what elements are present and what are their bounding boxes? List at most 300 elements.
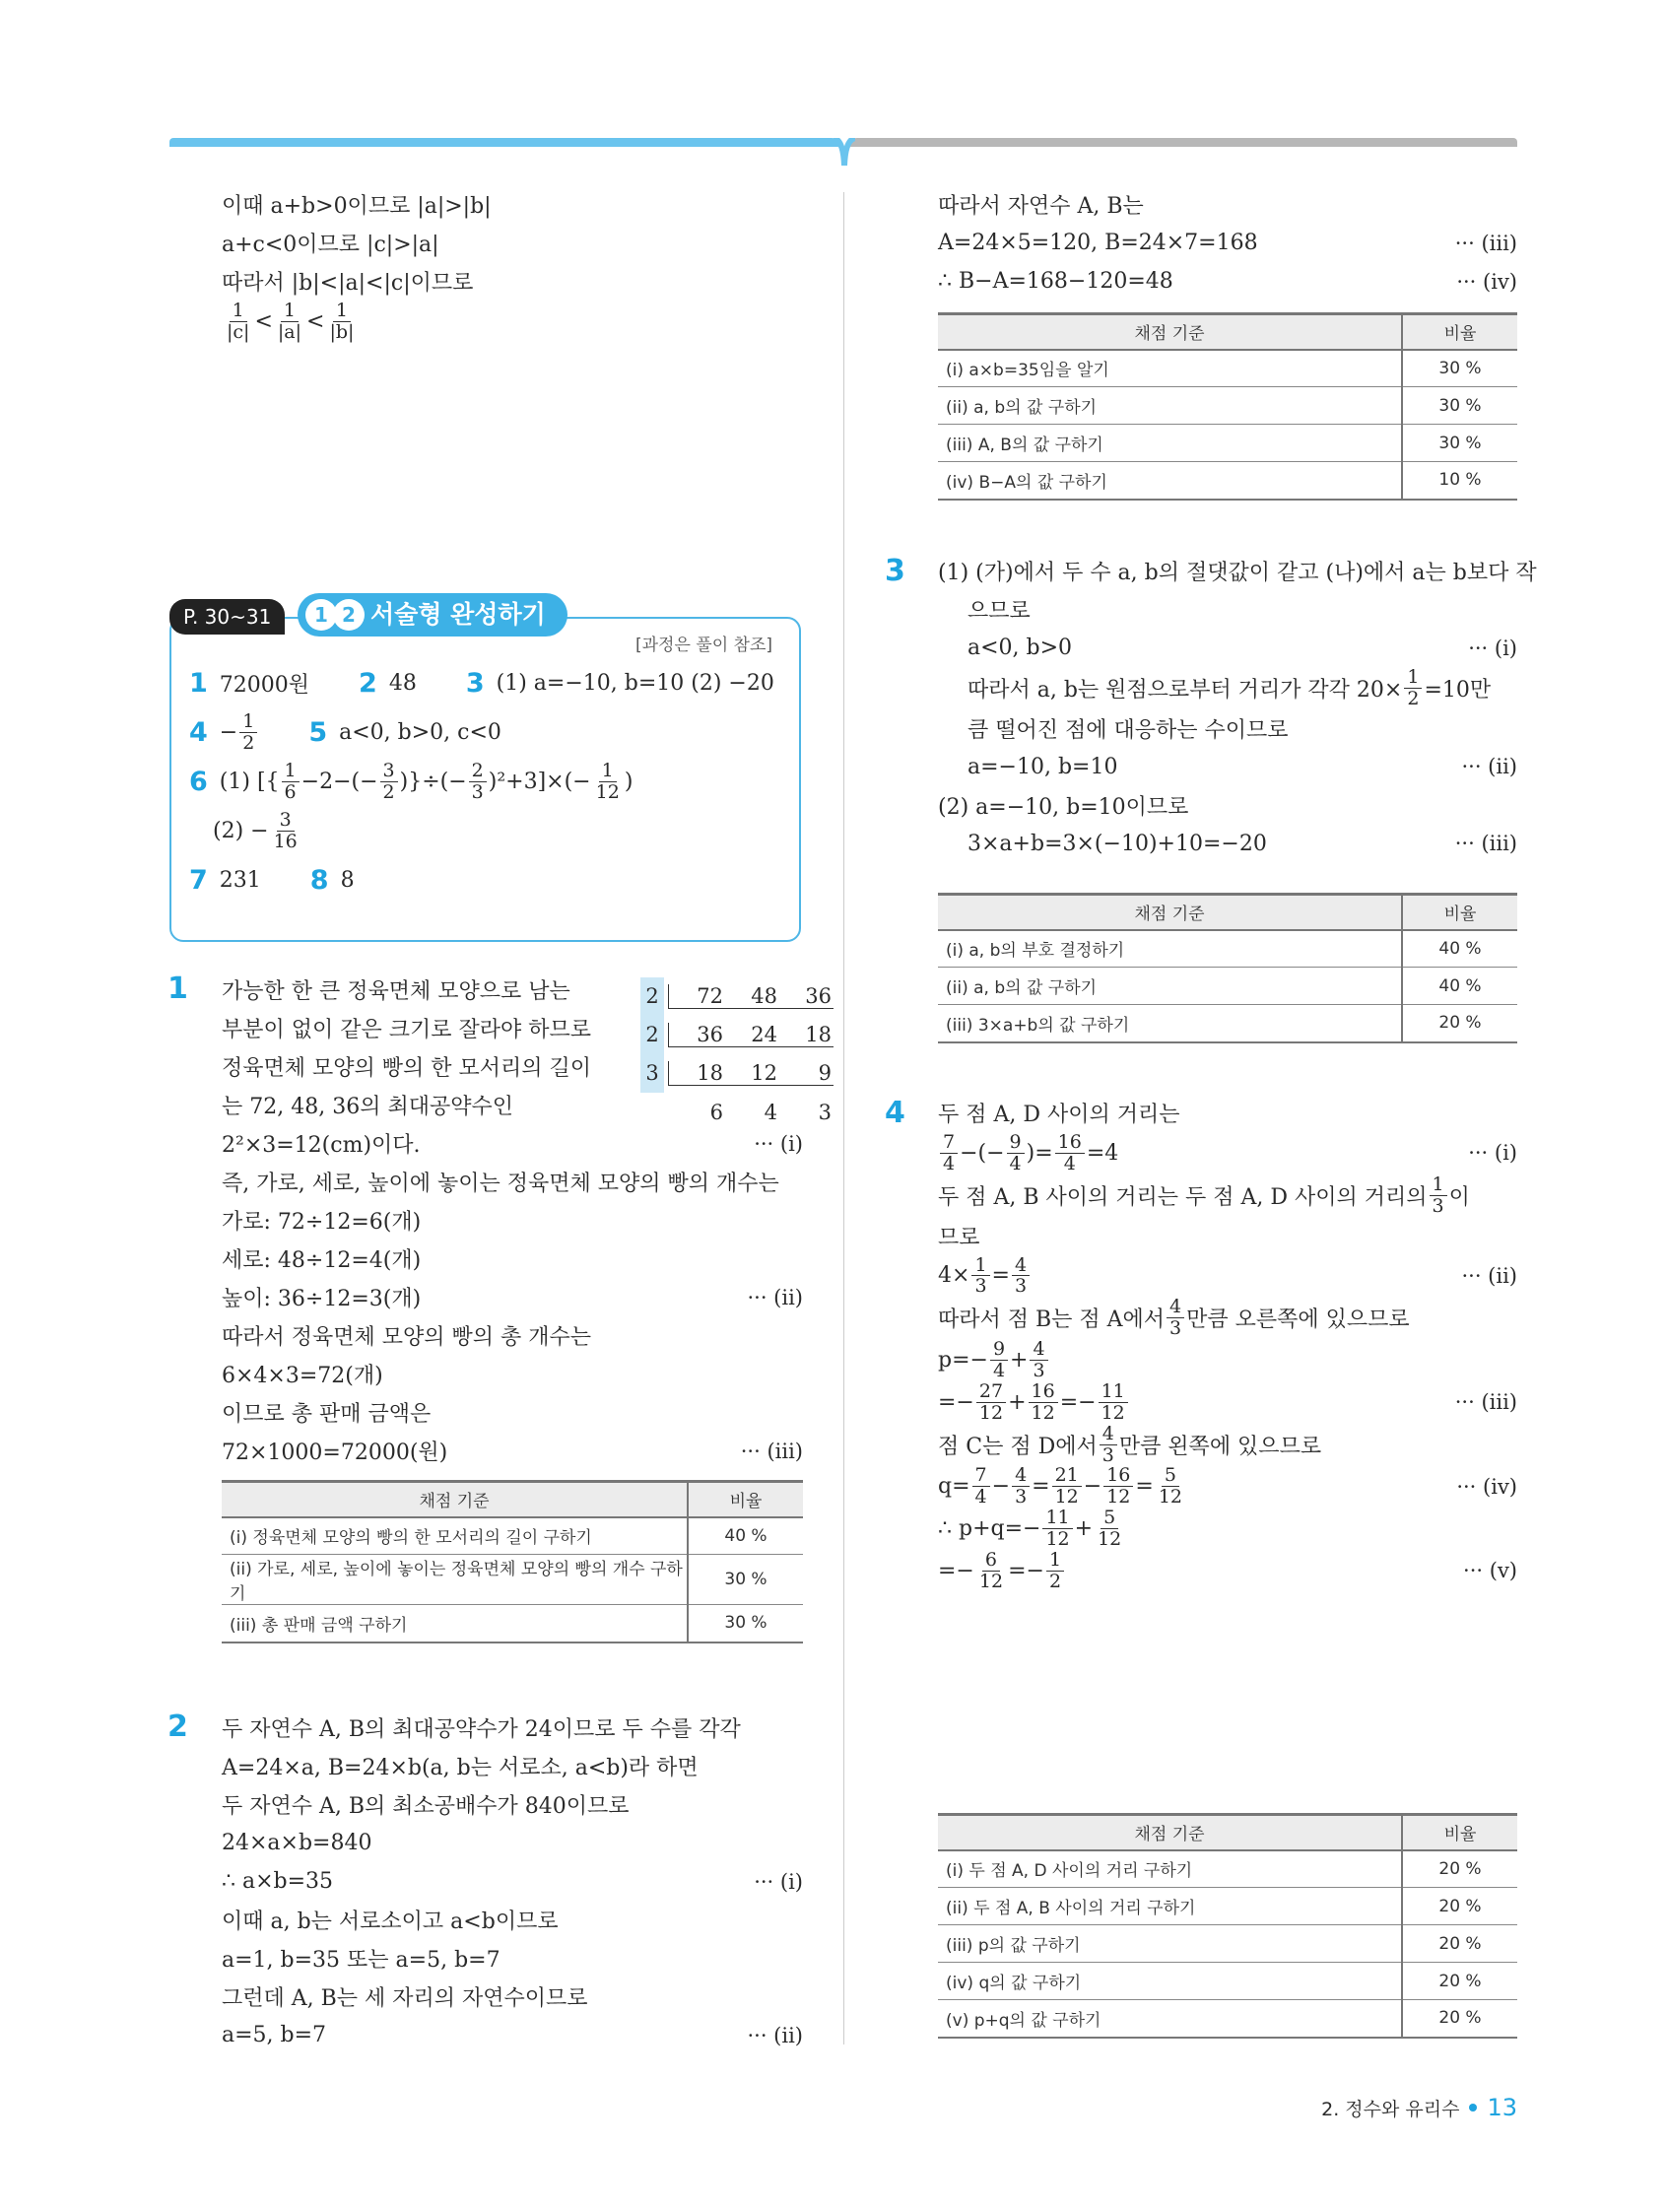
badge-number: 2 <box>333 599 365 631</box>
criteria-table <box>938 893 1517 1043</box>
math-text: a+c<0이므로 |c|>|a| <box>222 233 439 257</box>
solution-line <box>938 185 1517 224</box>
badge-number: 1 <box>305 599 337 631</box>
step-marker: ··· (i) <box>1468 636 1517 660</box>
problem-number: 1 <box>167 972 188 1006</box>
math-text: = <box>991 1263 1010 1289</box>
ladder-value: 48 <box>751 984 777 1008</box>
numerator: 11 <box>1099 1381 1128 1403</box>
table-row <box>938 930 1517 968</box>
column-header: 채점 기준 <box>938 895 1402 930</box>
table-row <box>938 2000 1517 2038</box>
math-text: A=24×5=120, B=24×7=168 <box>938 231 1258 255</box>
fraction <box>1042 1508 1072 1550</box>
ratio-cell: 30 % <box>1402 425 1517 462</box>
solution-line <box>938 1255 1517 1298</box>
solution-line <box>222 185 803 224</box>
ratio-cell: 30 % <box>1402 350 1517 387</box>
fraction <box>224 301 252 343</box>
solution-line <box>222 1316 803 1355</box>
math-text: + <box>1008 1389 1027 1415</box>
solution-line <box>222 262 803 301</box>
step-marker: ··· (i) <box>754 1869 803 1894</box>
solution-line <box>938 552 1537 590</box>
fraction <box>1430 1174 1447 1217</box>
math-text: − <box>219 719 238 745</box>
math-text: (1) (가)에서 두 수 a, b의 절댓값이 같고 (나)에서 a는 b보다 작 <box>938 561 1537 585</box>
solution-line <box>938 1339 1517 1381</box>
fraction <box>1030 1339 1047 1381</box>
answer-number: 2 <box>359 667 377 699</box>
fraction <box>282 761 300 803</box>
criterion-cell: (iii) A, B의 값 구하기 <box>938 425 1402 462</box>
fraction <box>1156 1465 1185 1508</box>
step-marker: ··· (iii) <box>740 1439 803 1463</box>
fraction <box>326 301 357 343</box>
column-header: 비율 <box>688 1482 803 1517</box>
fraction <box>972 1465 990 1508</box>
criterion-cell: (v) p+q의 값 구하기 <box>938 2000 1402 2038</box>
section-title-badge <box>298 593 567 637</box>
step-marker: ··· (iv) <box>1456 1474 1517 1499</box>
denominator: 2 <box>1048 1570 1062 1592</box>
solution-line <box>222 1785 803 1824</box>
solution-line <box>222 1977 803 2016</box>
ladder-value: 36 <box>697 1023 723 1046</box>
denominator: 12 <box>1054 1486 1079 1508</box>
denominator: 12 <box>1158 1486 1183 1508</box>
quotients <box>668 1061 834 1086</box>
math-text: = <box>1032 1474 1050 1500</box>
numerator: 5 <box>1162 1465 1179 1487</box>
solution-line <box>222 1355 803 1393</box>
solution-line <box>938 1424 1517 1466</box>
solution-line <box>938 786 1517 825</box>
numerator: 1 <box>1404 667 1422 689</box>
solution-line <box>222 1824 803 1862</box>
numerator: 1 <box>281 301 299 322</box>
math-text: 세로: 48÷12=4(개) <box>222 1248 422 1273</box>
numerator: 1 <box>282 761 300 782</box>
math-text: + <box>1010 1348 1029 1374</box>
table-row <box>938 425 1517 462</box>
numerator: 27 <box>976 1381 1006 1403</box>
denominator: |c| <box>227 320 250 343</box>
solution-line <box>938 748 1517 786</box>
fraction <box>275 301 304 343</box>
math-text: a<0, b>0 <box>967 636 1073 660</box>
ratio-cell: 30 % <box>688 1555 803 1605</box>
table-row <box>938 350 1517 387</box>
ladder-value: 72 <box>697 984 723 1008</box>
denominator: 12 <box>1031 1401 1055 1424</box>
math-text: 72×1000=72000(원) <box>222 1441 448 1465</box>
fraction <box>976 1550 1006 1592</box>
answer-list <box>189 658 790 905</box>
divisor: 2 <box>640 1016 664 1054</box>
ratio-cell: 40 % <box>1402 930 1517 968</box>
denominator: 3 <box>1169 1317 1182 1340</box>
fraction <box>990 1339 1008 1381</box>
step-marker: ··· (iv) <box>1456 269 1517 294</box>
fraction <box>239 711 257 754</box>
math-text: < <box>254 308 273 334</box>
table-row <box>938 1005 1517 1042</box>
solution-line <box>222 1240 803 1278</box>
solution-line <box>222 1432 803 1470</box>
math-text: )}÷(− <box>399 769 467 794</box>
column-header: 비율 <box>1402 1815 1517 1850</box>
solution-line <box>938 709 1517 748</box>
numerator: 16 <box>1103 1465 1133 1487</box>
left-top-solution <box>222 185 803 343</box>
math-text: p=− <box>938 1348 988 1374</box>
math-text: 큼 떨어진 점에 대응하는 수이므로 <box>967 717 1289 743</box>
numerator: 7 <box>940 1132 958 1154</box>
solution-line <box>938 1381 1517 1424</box>
table-row <box>938 1850 1517 1888</box>
math-text: =10만 <box>1424 677 1492 703</box>
criterion-cell: (i) 정육면체 모양의 빵의 한 모서리의 길이 구하기 <box>222 1517 688 1555</box>
fraction <box>1029 1381 1058 1424</box>
math-text: 두 자연수 A, B의 최대공약수가 24이므로 두 수를 각각 <box>222 1717 741 1742</box>
problem-4-solution <box>938 1094 1517 1592</box>
numerator: 11 <box>1042 1508 1072 1529</box>
solution-line <box>222 2016 803 2054</box>
fraction <box>1103 1465 1133 1508</box>
numerator: 4 <box>1012 1255 1030 1277</box>
criterion-cell: (i) a×b=35임을 알기 <box>938 350 1402 387</box>
numerator: 9 <box>990 1339 1008 1361</box>
quotients <box>668 1023 834 1047</box>
denominator: 12 <box>978 1570 1004 1592</box>
math-text: 따라서 자연수 A, B는 <box>938 194 1144 219</box>
math-text: a=−10, b=10 <box>967 754 1118 779</box>
criterion-cell: (iii) 총 판매 금액 구하기 <box>222 1605 688 1642</box>
solution-line <box>222 1278 803 1316</box>
solution-line <box>222 1862 803 1901</box>
problem-3-solution <box>938 552 1537 863</box>
problem-2-solution-cont <box>938 185 1517 301</box>
math-text: 부분이 없이 같은 크기로 잘라야 하므로 <box>222 1018 591 1042</box>
ladder-value: 6 <box>709 1100 723 1124</box>
solution-line <box>938 1217 1517 1255</box>
math-text: 24×a×b=840 <box>222 1831 372 1855</box>
ladder-row <box>640 1093 834 1131</box>
column-divider <box>843 192 844 2044</box>
page-label: P. 30~31 <box>169 599 285 635</box>
denominator: 2 <box>1407 687 1420 709</box>
fraction <box>971 1255 989 1298</box>
numerator: 2 <box>469 761 487 782</box>
fraction <box>1167 1297 1184 1339</box>
solution-line <box>938 629 1517 667</box>
fraction <box>593 761 623 803</box>
table-row <box>938 1888 1517 1925</box>
problem-1-criteria-table <box>222 1480 803 1643</box>
ladder-value: 4 <box>764 1100 777 1124</box>
problem-2-solution <box>222 1709 803 2054</box>
math-text: 므로 <box>938 1225 980 1250</box>
solution-line <box>222 1901 803 1939</box>
math-text: < <box>306 308 325 334</box>
problem-2-criteria-table <box>938 312 1517 501</box>
section-title: 서술형 완성하기 <box>370 600 546 629</box>
criterion-cell: (iii) 3×a+b의 값 구하기 <box>938 1005 1402 1042</box>
solution-line <box>938 1465 1517 1508</box>
solution-line <box>222 1709 803 1747</box>
math-text: 만큼 왼쪽에 있으므로 <box>1118 1434 1322 1459</box>
numerator: 4 <box>1100 1424 1117 1445</box>
division-ladder <box>640 977 834 1131</box>
step-marker: ··· (i) <box>754 1131 803 1156</box>
denominator: 3 <box>1014 1275 1028 1298</box>
table-header-row <box>222 1482 803 1517</box>
math-text: + <box>1074 1516 1094 1542</box>
table-header-row <box>938 895 1517 930</box>
math-text: 따라서 |b|<|a|<|c|이므로 <box>222 271 474 296</box>
ratio-cell: 40 % <box>688 1517 803 1555</box>
step-marker: ··· (i) <box>1468 1141 1517 1166</box>
step-marker: ··· (iii) <box>1454 1390 1517 1415</box>
ratio-cell: 10 % <box>1402 462 1517 500</box>
math-text: 이 <box>1448 1184 1470 1210</box>
math-text: a<0, b>0, c<0 <box>339 719 501 745</box>
solution-line <box>938 590 1517 629</box>
criterion-cell: (i) 두 점 A, D 사이의 거리 구하기 <box>938 1850 1402 1888</box>
math-text: 따라서 정육면체 모양의 빵의 총 개수는 <box>222 1325 591 1350</box>
ladder-value: 9 <box>818 1061 832 1085</box>
denominator: 4 <box>1063 1152 1076 1174</box>
ratio-cell: 20 % <box>1402 1888 1517 1925</box>
step-marker: ··· (ii) <box>747 2023 803 2047</box>
math-text: − <box>1083 1474 1102 1500</box>
fraction <box>1099 1381 1128 1424</box>
fraction <box>380 761 398 803</box>
criterion-cell: (ii) a, b의 값 구하기 <box>938 968 1402 1005</box>
math-text: 8 <box>340 867 355 893</box>
math-text: )= <box>1026 1140 1053 1166</box>
solution-line <box>938 1508 1517 1550</box>
denominator: 12 <box>595 780 620 803</box>
bullet-dot-icon <box>1469 2104 1477 2111</box>
numerator: 16 <box>1029 1381 1058 1403</box>
table-row <box>938 462 1517 500</box>
ladder-row <box>640 1054 834 1093</box>
ladder-value: 3 <box>818 1100 832 1124</box>
numerator: 6 <box>982 1550 1000 1572</box>
math-text: 이때 a+b>0이므로 |a|>|b| <box>222 194 492 219</box>
quotients <box>668 984 834 1009</box>
answer-number: 6 <box>189 766 208 797</box>
table-row <box>938 1925 1517 1963</box>
math-text: 48 <box>388 670 417 696</box>
ratio-cell: 30 % <box>1402 387 1517 425</box>
header-bar-right <box>849 138 1517 147</box>
ladder-row <box>640 1016 834 1054</box>
answer-row <box>189 658 790 707</box>
criterion-cell: (ii) 두 점 A, B 사이의 거리 구하기 <box>938 1888 1402 1925</box>
math-text: 3×a+b=3×(−10)+10=−20 <box>967 831 1267 856</box>
divisor: 3 <box>640 1054 664 1093</box>
table-row <box>938 387 1517 425</box>
ratio-cell: 20 % <box>1402 2000 1517 2038</box>
header-bar-left <box>169 138 839 147</box>
math-text: =− <box>1008 1558 1044 1583</box>
answer-row <box>189 757 790 806</box>
math-text: A=24×a, B=24×b(a, b는 서로소, a<b)라 하면 <box>222 1756 699 1780</box>
answer-number: 3 <box>465 667 485 699</box>
math-text: = <box>1135 1474 1154 1500</box>
answer-row <box>189 855 790 905</box>
answer-number: 5 <box>308 716 328 748</box>
math-text: 따라서 점 B는 점 A에서 <box>938 1307 1166 1333</box>
table-row <box>222 1517 803 1555</box>
numerator: 4 <box>1167 1297 1184 1318</box>
table-row <box>938 968 1517 1005</box>
numerator: 1 <box>971 1255 989 1277</box>
page-footer <box>1321 2094 1517 2121</box>
denominator: 4 <box>943 1152 956 1174</box>
column-header: 채점 기준 <box>222 1482 688 1517</box>
fraction <box>1052 1465 1082 1508</box>
criterion-cell: (ii) 가로, 세로, 높이에 놓이는 정육면체 모양의 빵의 개수 구하기 <box>222 1555 688 1605</box>
ratio-cell: 20 % <box>1402 1963 1517 2000</box>
problem-3-criteria-table <box>938 893 1517 1043</box>
criterion-cell: (iv) q의 값 구하기 <box>938 1963 1402 2000</box>
math-text: =− <box>1059 1389 1097 1415</box>
math-text: ∴ B−A=168−120=48 <box>938 269 1173 294</box>
math-text: 6×4×3=72(개) <box>222 1364 383 1388</box>
math-text: −2−(− <box>300 769 378 794</box>
fraction <box>940 1132 958 1174</box>
fraction <box>1095 1508 1124 1550</box>
solution-line <box>222 224 803 262</box>
math-text: 4× <box>938 1263 970 1289</box>
ladder-value: 12 <box>751 1061 777 1085</box>
solution-line <box>222 1939 803 1977</box>
table-row <box>222 1555 803 1605</box>
solution-line <box>938 825 1517 863</box>
column-header: 비율 <box>1402 314 1517 350</box>
math-text: 231 <box>219 867 261 893</box>
fraction <box>1046 1550 1064 1592</box>
denominator: 4 <box>974 1486 987 1508</box>
answer-note: [과정은 풀이 참조] <box>635 636 773 655</box>
header-notch <box>834 138 855 168</box>
answer-row <box>189 806 790 855</box>
numerator: 4 <box>1012 1465 1030 1487</box>
numerator: 1 <box>239 711 257 733</box>
fraction <box>1404 667 1422 709</box>
table-row <box>938 1963 1517 2000</box>
criteria-table <box>222 1480 803 1643</box>
denominator: 4 <box>992 1360 1006 1382</box>
numerator: 9 <box>1007 1132 1025 1154</box>
math-text: 72000원 <box>219 672 310 698</box>
denominator: 3 <box>974 1275 987 1298</box>
math-text: 두 자연수 A, B의 최소공배수가 840이므로 <box>222 1794 630 1819</box>
criteria-table <box>938 312 1517 501</box>
math-text: 2²×3=12(cm)이다. <box>222 1133 421 1158</box>
denominator: 3 <box>1432 1194 1444 1217</box>
problem-number: 4 <box>885 1096 905 1130</box>
step-marker: ··· (iii) <box>1454 832 1517 856</box>
numerator: 1 <box>1046 1550 1064 1572</box>
table-header-row <box>938 314 1517 350</box>
math-text: 가로: 72÷12=6(개) <box>222 1210 422 1235</box>
step-marker: ··· (ii) <box>1461 1263 1517 1288</box>
solution-line <box>222 1747 803 1785</box>
step-marker: ··· (ii) <box>1461 755 1517 779</box>
math-text: ) <box>624 769 634 794</box>
denominator: |b| <box>329 320 355 343</box>
math-text: a=5, b=7 <box>222 2023 327 2047</box>
problem-number: 3 <box>885 554 905 588</box>
denominator: 6 <box>284 780 297 803</box>
math-text: 두 점 A, B 사이의 거리는 두 점 A, D 사이의 거리의 <box>938 1184 1428 1210</box>
solution-line <box>222 1201 803 1240</box>
math-text: 두 점 A, D 사이의 거리는 <box>938 1103 1180 1127</box>
solution-line <box>938 1550 1517 1592</box>
ratio-cell: 20 % <box>1402 1005 1517 1042</box>
math-text: q= <box>938 1474 970 1500</box>
math-text: 높이: 36÷12=3(개) <box>222 1287 422 1311</box>
math-text: =4 <box>1086 1140 1119 1166</box>
math-text: =− <box>938 1558 974 1583</box>
solution-line <box>938 262 1517 301</box>
fraction <box>976 1381 1006 1424</box>
answer-number: 8 <box>309 864 329 896</box>
denominator: 16 <box>273 830 298 852</box>
numerator: 21 <box>1052 1465 1082 1487</box>
step-marker: ··· (ii) <box>747 1285 803 1309</box>
table-row <box>222 1605 803 1642</box>
math-text: 즉, 가로, 세로, 높이에 놓이는 정육면체 모양의 빵의 개수는 <box>222 1172 779 1196</box>
math-text: 가능한 한 큰 정육면체 모양으로 남는 <box>222 979 570 1004</box>
math-text: 만큼 오른쪽에 있으므로 <box>1186 1307 1410 1333</box>
ladder-row <box>640 977 834 1016</box>
math-text: )²+3]×(− <box>488 769 591 794</box>
solution-line <box>938 1132 1517 1174</box>
numerator: 1 <box>599 761 617 782</box>
denominator: 3 <box>1015 1486 1028 1508</box>
math-text: 그런데 A, B는 세 자리의 자연수이므로 <box>222 1986 588 2011</box>
fraction <box>469 761 487 803</box>
numerator: 7 <box>972 1465 990 1487</box>
divisor: 2 <box>640 977 664 1016</box>
denominator: 3 <box>471 780 484 803</box>
ratio-cell: 40 % <box>1402 968 1517 1005</box>
ladder-value: 24 <box>751 1023 777 1046</box>
solution-line <box>938 1297 1517 1339</box>
answer-number: 4 <box>189 716 208 748</box>
problem-number: 2 <box>167 1709 188 1744</box>
fraction <box>1012 1255 1030 1298</box>
math-text: ∴ p+q=− <box>938 1516 1041 1542</box>
ratio-cell: 20 % <box>1402 1925 1517 1963</box>
answer-number: 7 <box>189 864 208 896</box>
numerator: 1 <box>230 301 247 322</box>
answer-row <box>189 707 790 757</box>
math-text: 정육면체 모양의 빵의 한 모서리의 길이 <box>222 1056 591 1081</box>
solution-line <box>938 1094 1517 1132</box>
numerator: 4 <box>1030 1339 1047 1361</box>
denominator: 3 <box>1033 1360 1045 1382</box>
fraction <box>1055 1132 1085 1174</box>
math-text: 따라서 a, b는 원점으로부터 거리가 각각 20× <box>967 677 1403 703</box>
ratio-cell: 30 % <box>688 1605 803 1642</box>
